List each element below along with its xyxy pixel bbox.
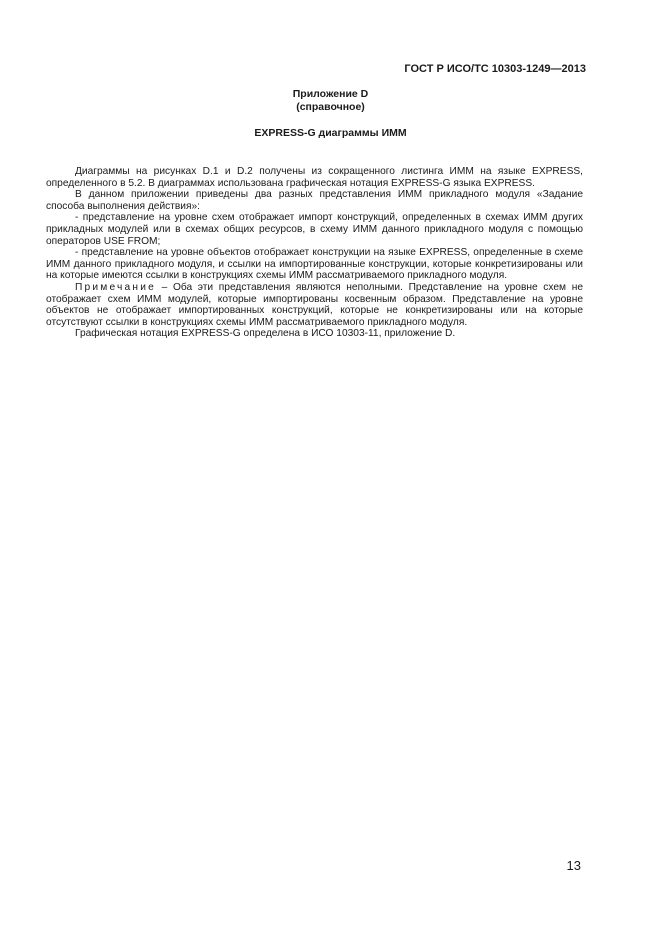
annex-title: Приложение D <box>292 88 369 100</box>
paragraph-entity-level: - представление на уровне объектов отображает конструкции на языке EXPRESS, определенные в схеме ИММ данного прикладного модуля, и ссылки на импортированные конструкции, которые конкретизированы или на которые имеются ссылки в конструкциях схемы ИММ рассматриваемого прикладного модуля. <box>46 247 583 282</box>
note-label: Примечание <box>75 281 156 293</box>
paragraph-intro: Диаграммы на рисунках D.1 и D.2 получены из сокращенного листинга ИММ на языке EXPRESS, определенного в 5.2. В диаграммах использована графическая нотация EXPRESS-G языка EXPRESS. <box>46 166 583 189</box>
annex-subtitle: (справочное) <box>296 101 365 113</box>
note-dash: – <box>155 281 173 293</box>
note-text: Оба эти представления являются неполными. Представление на уровне схем не отображает схем ИММ модулей, которые импортированы косвенным образом. Представление на уровне объектов не отображает импортированных конструкций, которые не конкретизированы или на которые отсутствуют ссылки в конструкциях схемы ИММ рассматриваемого прикладного модуля. <box>46 281 583 328</box>
paragraph-schema-level: - представление на уровне схем отображает импорт конструкций, определенных в схемах ИММ других прикладных модулей или в схемах общих ресурсов, в схему ИММ данного прикладного модуля с помощью операторов USE FROM; <box>46 212 583 247</box>
section-title: EXPRESS-G диаграммы ИММ <box>254 127 407 139</box>
page-number: 13 <box>566 858 581 873</box>
paragraph-representations: В данном приложении приведены два разных представления ИММ прикладного модуля «Задание способа выполнения действия»: <box>46 189 583 212</box>
document-code-header: ГОСТ Р ИСО/ТС 10303-1249—2013 <box>404 63 586 75</box>
annex-heading <box>0 88 661 114</box>
body-text <box>46 166 583 340</box>
note-paragraph <box>46 282 583 328</box>
paragraph-notation-reference: Графическая нотация EXPRESS-G определена в ИСО 10303-11, приложение D. <box>75 328 456 340</box>
